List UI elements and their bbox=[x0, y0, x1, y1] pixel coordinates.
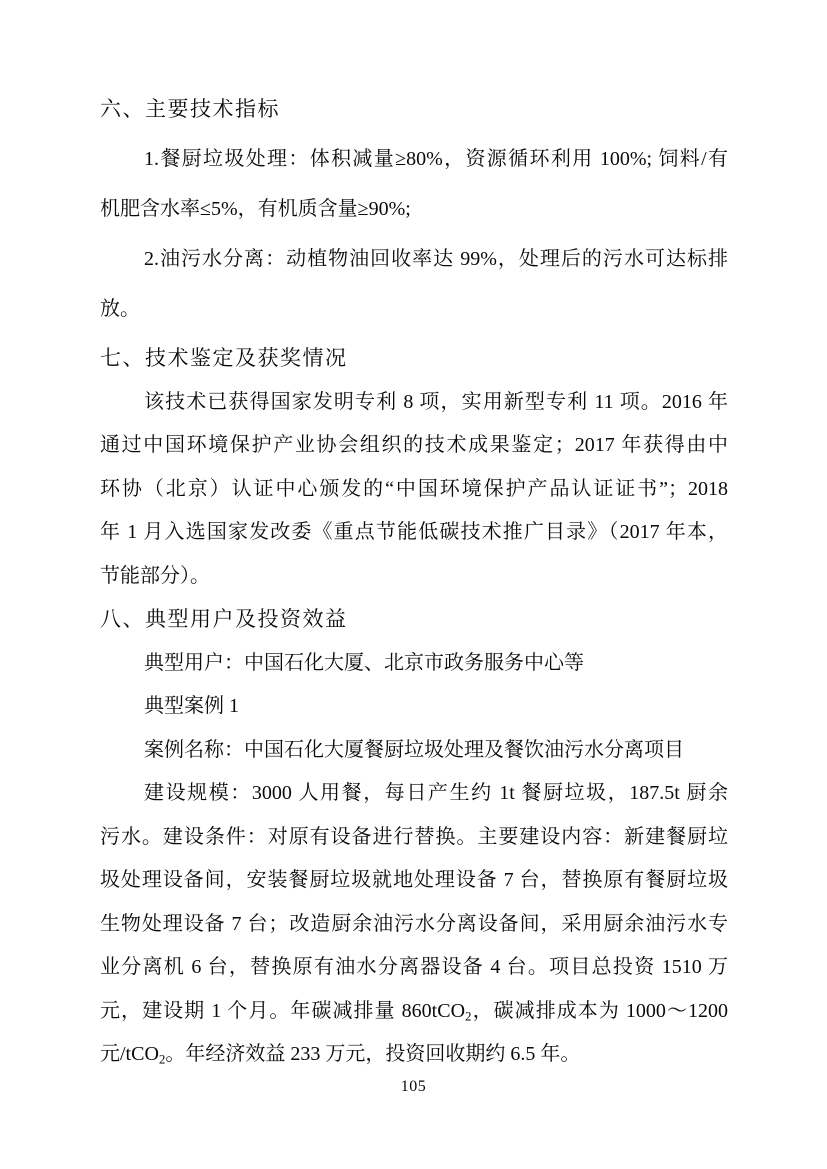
text-line: 通过中国环境保护产业协会组织的技术成果鉴定；2017 年获得由中 bbox=[100, 434, 728, 456]
section-heading: 八、典型用户及投资效益 bbox=[100, 607, 348, 631]
text-line: 业分离机 6 台，替换原有油水分离器设备 4 台。项目总投资 1510 万 bbox=[100, 956, 728, 978]
section-main-indicators bbox=[100, 84, 728, 334]
text-line: 圾处理设备间，安装餐厨垃圾就地处理设备 7 台，替换原有餐厨垃圾 bbox=[100, 869, 728, 891]
text-line: 2.油污水分离：动植物油回收率达 99%，处理后的污水可达标排 bbox=[144, 248, 728, 270]
text-line: 生物处理设备 7 台；改造厨余油污水分离设备间，采用厨余油污水专 bbox=[100, 912, 728, 935]
text-line bbox=[100, 1033, 728, 1077]
text-line: 污水。建设条件：对原有设备进行替换。主要建设内容：新建餐厨垃 bbox=[100, 825, 728, 848]
text-line: 典型案例 1 bbox=[144, 695, 239, 717]
text-line bbox=[100, 990, 728, 1034]
text-line: 该技术已获得国家发明专利 8 项，实用新型专利 11 项。2016 年 bbox=[144, 390, 728, 413]
text-line: 机肥含水率≤5%，有机质含量≥90%; bbox=[100, 198, 411, 220]
text-line: 放。 bbox=[100, 298, 140, 320]
text-segment: 元，建设期 1 个月。年碳减排量 860tCO bbox=[100, 999, 466, 1022]
section-heading: 七、技术鉴定及获奖情况 bbox=[100, 346, 348, 370]
page-number: 105 bbox=[400, 1078, 427, 1095]
subscript: 2 bbox=[158, 1051, 166, 1067]
text-line: 典型用户：中国石化大厦、北京市政务服务中心等 bbox=[144, 651, 584, 674]
text-column bbox=[100, 84, 728, 1077]
text-segment: 元/tCO bbox=[100, 1043, 159, 1065]
text-line: 1.餐厨垃圾处理：体积减量≥80%，资源循环利用 100%; 饲料/有 bbox=[144, 148, 728, 170]
text-line: 年 1 月入选国家发改委《重点节能低碳技术推广目录》（2017 年本， bbox=[100, 521, 728, 543]
text-line: 案例名称：中国石化大厦餐厨垃圾处理及餐饮油污水分离项目 bbox=[144, 738, 684, 761]
section-heading: 六、主要技术指标 bbox=[100, 97, 280, 121]
text-line: 节能部分）。 bbox=[100, 564, 210, 587]
section-typical-users-benefits bbox=[100, 598, 728, 1077]
text-line: 建设规模：3000 人用餐，每日产生约 1t 餐厨垃圾，187.5t 厨余 bbox=[144, 782, 728, 804]
text-line: 环协（北京）认证中心颁发的“中国环境保护产品认证证书”；2018 bbox=[100, 477, 728, 500]
section-appraisal-awards bbox=[100, 337, 728, 598]
subscript: 2 bbox=[465, 1007, 472, 1023]
text-segment: 。年经济效益 233 万元，投资回收期约 6.5 年。 bbox=[165, 1043, 581, 1065]
text-segment: ，碳减排成本为 1000～1200 bbox=[471, 999, 729, 1022]
